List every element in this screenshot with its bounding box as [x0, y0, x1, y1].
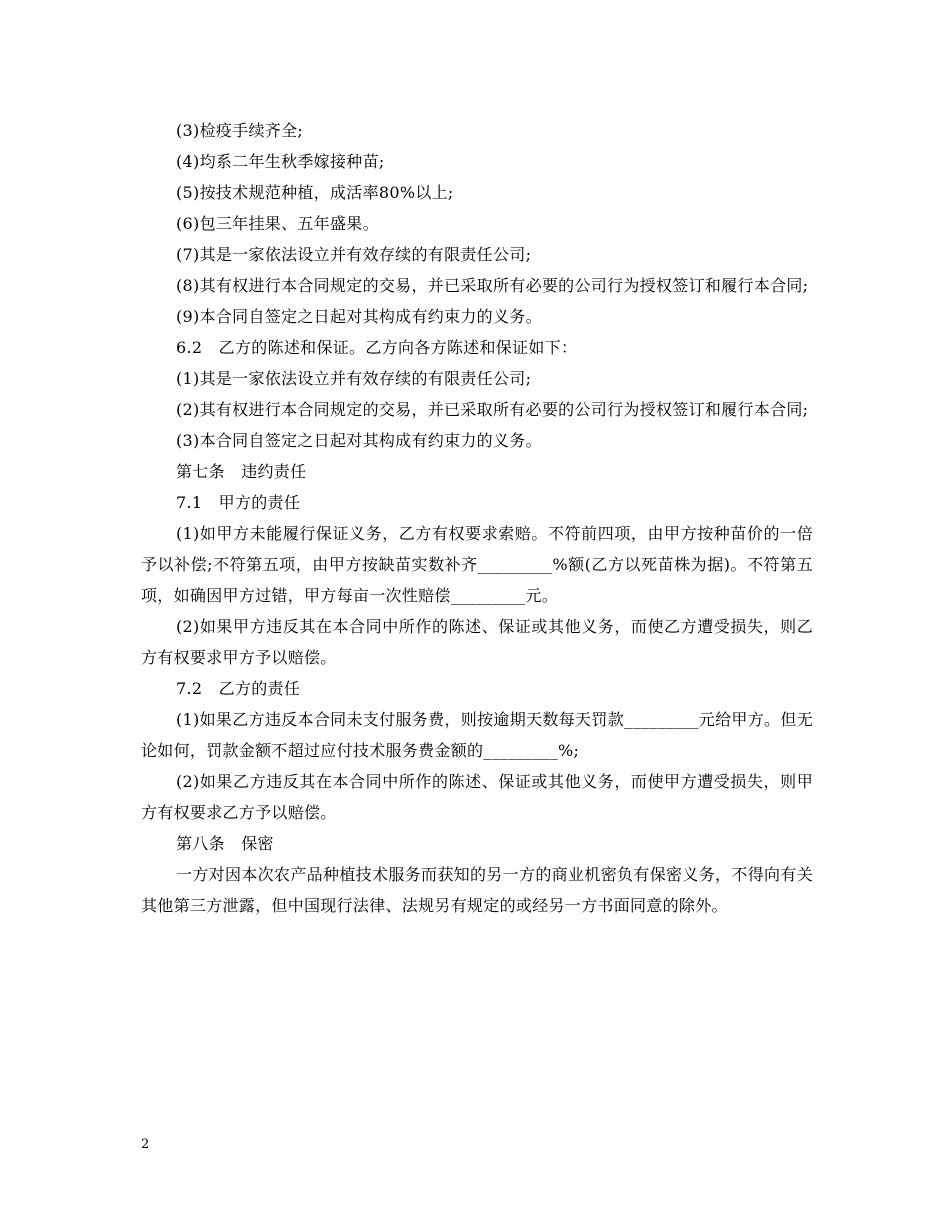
clause-7-2-2: (2)如果乙方违反其在本合同中所作的陈述、保证或其他义务，而使甲方遭受损失，则甲方有权要求乙方予以赔偿。 — [141, 772, 813, 822]
clause-6-1-5: (5)按技术规范种植，成活率80%以上; — [176, 183, 454, 202]
clause-6-1-7: (7)其是一家依法设立并有效存续的有限责任公司; — [176, 245, 532, 264]
clause-6-2-2: (2)其有权进行本合同规定的交易，并已采取所有必要的公司行为授权签订和履行本合同; — [176, 400, 809, 419]
clause-7-1-1: (1)如甲方未能履行保证义务，乙方有权要求索赔。不符前四项，由甲方按种苗价的一倍予以补偿;不符第五项，由甲方按缺苗实数补齐_________%额(乙方以死苗株为据)。不符第五项，如确因甲方过错，甲方每亩一次性赔偿_________元。 — [141, 524, 813, 605]
clause-6-1-6: (6)包三年挂果、五年盛果。 — [176, 214, 379, 233]
article-8-heading: 第八条 保密 — [176, 834, 274, 853]
clause-6-1-9: (9)本合同自签定之日起对其构成有约束力的义务。 — [176, 307, 542, 326]
clause-7-2-1: (1)如果乙方违反本合同未支付服务费，则按逾期天数每天罚款_________元给甲方。但无论如何，罚款金额不超过应付技术服务费金额的_________%; — [141, 710, 813, 760]
clause-6-2-1: (1)其是一家依法设立并有效存续的有限责任公司; — [176, 369, 532, 388]
section-6-2-heading: 6.2 乙方的陈述和保证。乙方向各方陈述和保证如下： — [176, 338, 578, 357]
article-7-heading: 第七条 违约责任 — [176, 462, 307, 481]
clause-6-1-4: (4)均系二年生秋季嫁接种苗; — [176, 152, 385, 171]
clause-6-2-3: (3)本合同自签定之日起对其构成有约束力的义务。 — [176, 431, 542, 450]
page-number: 2 — [141, 1137, 150, 1152]
article-8-body: 一方对因本次农产品种植技术服务而获知的另一方的商业机密负有保密义务，不得向有关其他第三方泄露，但中国现行法律、法规另有规定的或经另一方书面同意的除外。 — [141, 865, 813, 915]
section-7-2-heading: 7.2 乙方的责任 — [176, 679, 301, 698]
clause-6-1-3: (3)检疫手续齐全; — [176, 121, 304, 140]
clause-6-1-8: (8)其有权进行本合同规定的交易，并已采取所有必要的公司行为授权签订和履行本合同; — [176, 276, 809, 295]
clause-7-1-2: (2)如果甲方违反其在本合同中所作的陈述、保证或其他义务，而使乙方遭受损失，则乙方有权要求甲方予以赔偿。 — [141, 617, 813, 667]
section-7-1-heading: 7.1 甲方的责任 — [176, 493, 301, 512]
document-body — [141, 115, 813, 921]
